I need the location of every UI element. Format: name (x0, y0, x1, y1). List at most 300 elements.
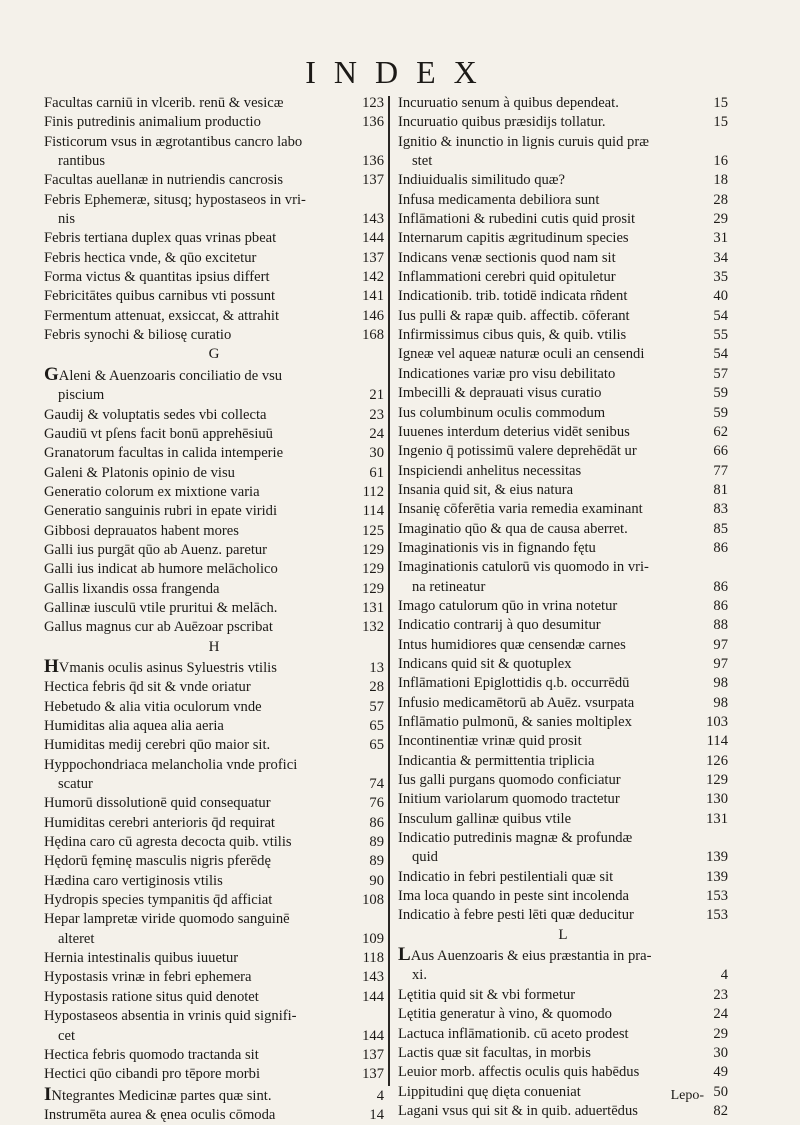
page-number: 86 (369, 814, 384, 831)
page-number: 30 (713, 1044, 728, 1061)
entry-text (398, 345, 707, 364)
page-number: 89 (369, 853, 384, 870)
entry-text (398, 1025, 707, 1044)
section-letter: L (558, 926, 568, 943)
index-entry (44, 464, 384, 483)
entry-text (398, 887, 700, 906)
entry-text (398, 423, 707, 442)
entry-text (398, 326, 707, 345)
entry-text (398, 171, 707, 190)
entry-text (44, 910, 378, 929)
entry-label: Inflāmationi & rubedini cutis quid prosit (398, 211, 636, 228)
index-entry-continuation (44, 210, 384, 229)
entry-text (412, 848, 700, 867)
entry-text (44, 988, 356, 1007)
page-number: 13 (369, 659, 384, 676)
page-number: 30 (369, 445, 384, 462)
page-number: 98 (713, 694, 728, 711)
index-entry (44, 618, 384, 637)
entry-text (44, 287, 356, 306)
index-entry (398, 210, 728, 229)
index-entry (44, 1106, 384, 1125)
index-entry (44, 1007, 384, 1026)
entry-text (44, 794, 363, 813)
initial-capital: I (44, 1084, 52, 1105)
page-number: 85 (713, 520, 728, 537)
entry-label: Lętitia quid sit & vbi formetur (398, 986, 576, 1003)
entry-label: Ius columbinum oculis commodum (398, 404, 606, 421)
page-number: 23 (369, 406, 384, 423)
page-number: 144 (362, 988, 384, 1005)
index-entry (44, 483, 384, 502)
entry-label: Hędorū fęminę masculis nigris pferēdę (44, 853, 271, 870)
entry-label: piscium (58, 387, 105, 404)
index-entry (398, 829, 728, 848)
page-number: 54 (713, 307, 728, 324)
entry-text (58, 152, 356, 171)
entry-text (44, 678, 363, 697)
index-entry (398, 655, 728, 674)
page-number: 55 (713, 327, 728, 344)
entry-label: Imaginationis vis in fignando fętu (398, 539, 596, 556)
page-number: 98 (713, 675, 728, 692)
entry-text (398, 829, 722, 848)
page-number: 40 (713, 288, 728, 305)
entry-text (398, 1044, 707, 1063)
initial-capital: L (398, 945, 411, 966)
entry-label: Febris synochi & biliosę curatio (44, 327, 232, 344)
entry-label: Igneæ vel aqueæ naturæ oculi an censendi (398, 346, 645, 363)
page-number: 31 (713, 230, 728, 247)
entry-text (44, 657, 363, 678)
index-entry (398, 1005, 728, 1024)
page-number: 88 (713, 617, 728, 634)
index-entry (398, 113, 728, 132)
entry-label: xi. (412, 967, 427, 984)
entry-text (398, 655, 707, 674)
index-entry (398, 732, 728, 751)
index-entry (398, 597, 728, 616)
page-number: 141 (362, 288, 384, 305)
page-number: 137 (362, 1066, 384, 1083)
index-entry (44, 133, 384, 152)
entry-text (398, 558, 722, 577)
entry-text (44, 949, 357, 968)
catchword: Lepo- (670, 1088, 704, 1103)
page-number: 86 (713, 597, 728, 614)
page-number: 97 (713, 655, 728, 672)
index-entry (44, 678, 384, 697)
page-number: 139 (706, 849, 728, 866)
entry-label: Imaginatio qūo & qua de causa aberret. (398, 520, 628, 537)
page-number: 108 (362, 892, 384, 909)
page-number: 131 (706, 810, 728, 827)
entry-text (58, 386, 363, 405)
page-number: 57 (713, 365, 728, 382)
entry-label: Inspiciendi anhelitus necessitas (398, 462, 582, 479)
index-entry (398, 423, 728, 442)
page-number: 114 (362, 503, 384, 520)
entry-text (44, 307, 356, 326)
index-entry (44, 1065, 384, 1084)
page-number: 15 (713, 95, 728, 111)
page-number: 103 (706, 714, 728, 730)
index-entry (398, 810, 728, 829)
page-number: 61 (369, 464, 384, 481)
entry-label: scatur (58, 776, 93, 793)
index-entry (398, 268, 728, 287)
page-number: 137 (362, 172, 384, 189)
index-entry (398, 133, 728, 152)
entry-label: Vmanis oculis asinus Syluestris vtilis (58, 659, 277, 676)
index-entry-continuation (44, 930, 384, 949)
page-number: 34 (713, 249, 728, 266)
index-entry (398, 790, 728, 809)
page-number: 81 (713, 481, 728, 498)
entry-text (44, 1046, 356, 1065)
page-number: 16 (713, 153, 728, 170)
index-entry (398, 868, 728, 887)
entry-text (44, 891, 356, 910)
index-entry (398, 481, 728, 500)
entry-label: Incontinentiæ vrinæ quid prosit (398, 733, 582, 750)
entry-label: Forma victus & quantitas ipsius differt (44, 269, 270, 286)
entry-label: Hędina caro cū agresta decocta quib. vtilis (44, 834, 292, 851)
page-number: 97 (713, 636, 728, 653)
entry-label: Aleni & Auenzoaris conciliatio de vsu (58, 367, 283, 384)
index-entry (44, 717, 384, 736)
index-entry (398, 404, 728, 423)
page-number: 143 (362, 969, 384, 986)
page-number: 66 (713, 443, 728, 460)
entry-text (44, 464, 363, 483)
index-entry (398, 384, 728, 403)
index-entry (398, 191, 728, 210)
entry-label: Indicationes variæ pro visu debilitato (398, 365, 616, 382)
index-entry (44, 657, 384, 678)
entry-label: Febris hectica vnde, & qūo excitetur (44, 249, 257, 266)
index-entry (398, 229, 728, 248)
entry-label: quid (412, 849, 438, 866)
entry-label: Lippitudini quę dięta conueniat (398, 1083, 581, 1100)
entry-text (44, 406, 363, 425)
entry-text (44, 326, 356, 345)
index-entry (398, 945, 728, 966)
entry-text (398, 771, 700, 790)
index-entry (44, 1046, 384, 1065)
index-entry (44, 872, 384, 891)
entry-text (44, 171, 356, 190)
index-column-right (398, 94, 728, 1121)
page-number: 153 (706, 888, 728, 905)
entry-label: alteret (58, 930, 95, 947)
page-number: 146 (362, 307, 384, 324)
page-number: 118 (362, 950, 384, 967)
entry-label: Indicantia & permittentia triplicia (398, 752, 595, 769)
entry-label: Instrumēta aurea & ęnea oculis cōmoda (44, 1106, 276, 1123)
entry-text (398, 906, 700, 925)
index-entry (44, 891, 384, 910)
page-number: 83 (713, 501, 728, 518)
index-column-left (44, 94, 384, 1125)
entry-label: Indicatio in febri pestilentiali quæ sit (398, 868, 614, 885)
entry-text (44, 852, 363, 871)
page-number: 21 (369, 387, 384, 404)
entry-text (398, 752, 700, 771)
entry-text (44, 580, 356, 599)
index-entry (44, 425, 384, 444)
index-entry (44, 852, 384, 871)
entry-label: Generatio colorum ex mixtione varia (44, 483, 260, 500)
entry-text (44, 502, 357, 521)
page-number: 23 (713, 986, 728, 1003)
index-entry (44, 268, 384, 287)
entry-label: Incuruatio quibus præsidijs tollatur. (398, 114, 606, 131)
page-number: 137 (362, 249, 384, 266)
entry-label: Lactuca inflāmationib. cū aceto prodest (398, 1025, 629, 1042)
entry-label: Granatorum facultas in calida intemperie (44, 445, 284, 462)
entry-label: stet (412, 153, 433, 170)
index-entry (44, 191, 384, 210)
entry-label: Indicatio contrarij à quo desumitur (398, 617, 601, 634)
page-number: 112 (362, 483, 384, 500)
page-number: 50 (713, 1083, 728, 1100)
index-entry (398, 539, 728, 558)
index-entry (398, 520, 728, 539)
entry-label: Insculum gallinæ quibus vtile (398, 810, 572, 827)
index-entry (44, 794, 384, 813)
entry-text (44, 444, 363, 463)
index-entry (398, 1063, 728, 1082)
entry-label: Facultas auellanæ in nutriendis cancrosis (44, 172, 284, 189)
entry-label: Ntegrantes Medicinæ partes quæ sint. (51, 1087, 272, 1104)
entry-text (44, 814, 363, 833)
entry-label: Hectici qūo cibandi pro tēpore morbi (44, 1066, 260, 1083)
entry-label: Gaudij & voluptatis sedes vbi collecta (44, 406, 267, 423)
index-entry-continuation (44, 386, 384, 405)
entry-text (398, 191, 707, 210)
entry-text (398, 229, 707, 248)
entry-text (398, 133, 722, 152)
entry-label: Febricitātes quibus carnibus vti possunt (44, 288, 276, 305)
entry-text (398, 732, 701, 751)
entry-text (44, 717, 363, 736)
index-entry (398, 1025, 728, 1044)
index-entry (398, 752, 728, 771)
page-number: 143 (362, 211, 384, 228)
entry-text (398, 1102, 707, 1121)
page-number: 59 (713, 385, 728, 402)
page-number: 139 (706, 868, 728, 885)
entry-label: Insania quid sit, & eius natura (398, 481, 574, 498)
index-entry (398, 986, 728, 1005)
entry-label: Ima loca quando in peste sint incolenda (398, 888, 629, 905)
entry-label: Indicatio putredinis magnæ & profundæ (398, 830, 633, 847)
page-number: 130 (706, 791, 728, 808)
entry-text (398, 442, 707, 461)
index-entry (44, 502, 384, 521)
page-number: 28 (713, 191, 728, 208)
page-number: 125 (362, 522, 384, 539)
entry-text (44, 425, 363, 444)
index-entry (398, 94, 728, 113)
index-entry (44, 326, 384, 345)
page-number: 114 (706, 733, 728, 750)
index-entry (44, 522, 384, 541)
page-number: 123 (362, 95, 384, 111)
entry-text (58, 775, 363, 794)
index-entry-continuation (44, 152, 384, 171)
index-entry (398, 674, 728, 693)
entry-label: nis (58, 211, 76, 228)
entry-label: Insanię cōferētia varia remedia examinant (398, 501, 643, 518)
index-entry (44, 968, 384, 987)
entry-text (398, 462, 707, 481)
index-entry (44, 599, 384, 618)
entry-text (398, 365, 707, 384)
page-number: 132 (362, 619, 384, 636)
page-number: 90 (369, 872, 384, 889)
entry-text (44, 736, 363, 755)
entry-label: Lętitia generatur à vino, & quomodo (398, 1006, 612, 1023)
index-entry (44, 541, 384, 560)
page-number: 29 (713, 1025, 728, 1042)
index-entry (44, 698, 384, 717)
entry-text (398, 1083, 707, 1102)
index-entry (44, 560, 384, 579)
page-number: 136 (362, 114, 384, 131)
index-entry (44, 365, 384, 386)
page-title: INDEX (305, 54, 495, 90)
index-entry (398, 287, 728, 306)
index-entry (44, 580, 384, 599)
page-number: 129 (706, 772, 728, 789)
entry-label: Hernia intestinalis quibus iuuetur (44, 950, 239, 967)
entry-label: Hebetudo & alia vitia oculorum vnde (44, 698, 262, 715)
index-entry (398, 171, 728, 190)
initial-capital: H (44, 656, 59, 677)
index-entry (398, 771, 728, 790)
entry-text (44, 618, 356, 637)
page-number: 15 (713, 114, 728, 131)
index-entry (44, 949, 384, 968)
entry-text (398, 500, 707, 519)
entry-label: Imaginationis catulorū vis quomodo in vri- (398, 559, 649, 576)
index-entry (398, 636, 728, 655)
entry-label: Inflāmationi Epiglottidis q.b. occurrēdū (398, 675, 630, 692)
page-number: 4 (720, 967, 728, 984)
entry-label: Hypostasis ratione situs quid denotet (44, 988, 259, 1005)
entry-label: Galeni & Platonis opinio de visu (44, 464, 235, 481)
entry-label: Gallis lixandis ossa frangenda (44, 580, 220, 597)
entry-label: Indicans quid sit & quotuplex (398, 655, 572, 672)
entry-text (398, 713, 700, 732)
index-entry (398, 1102, 728, 1121)
entry-text (44, 968, 356, 987)
entry-text (398, 520, 707, 539)
initial-capital: G (44, 364, 59, 385)
page-number: 18 (713, 172, 728, 189)
entry-text (44, 872, 363, 891)
entry-text (44, 833, 363, 852)
index-entry (44, 171, 384, 190)
entry-label: Indiuidualis similitudo quæ? (398, 172, 566, 189)
index-entry (398, 442, 728, 461)
page-number: 86 (713, 539, 728, 556)
entry-text (44, 113, 356, 132)
entry-text (44, 365, 378, 386)
entry-label: Aus Auenzoaris & eius præstantia in pra- (410, 948, 652, 965)
entry-text (398, 945, 722, 966)
page-number: 62 (713, 423, 728, 440)
page-number: 65 (369, 718, 384, 734)
entry-text (398, 1005, 707, 1024)
entry-text (58, 210, 356, 229)
entry-label: Infirmissimus cibus quis, & quib. vtilis (398, 327, 627, 344)
entry-text (44, 191, 378, 210)
page-number: 131 (362, 599, 384, 616)
index-entry (398, 365, 728, 384)
entry-text (44, 268, 356, 287)
entry-label: Leuior morb. affectis oculis quis habēdus (398, 1064, 640, 1081)
entry-label: Ius galli purgans quomodo conficiatur (398, 772, 621, 789)
entry-label: Initium variolarum quomodo tractetur (398, 791, 620, 808)
page-number: 65 (369, 737, 384, 754)
entry-text (412, 152, 707, 171)
entry-text (44, 133, 378, 152)
entry-text (44, 560, 356, 579)
entry-label: Lagani vsus qui sit & in quib. aduertēdus (398, 1102, 638, 1119)
page-number: 129 (362, 541, 384, 558)
index-entry (398, 249, 728, 268)
index-entry-continuation (398, 578, 728, 597)
entry-label: Fermentum attenuat, exsiccat, & attrahit (44, 307, 280, 324)
entry-text (44, 756, 378, 775)
entry-text (398, 790, 700, 809)
page-number: 168 (362, 327, 384, 344)
entry-text (58, 930, 356, 949)
entry-label: Hectica febris quomodo tractanda sit (44, 1046, 259, 1063)
entry-label: Infusio medicamētorū ab Auēz. vsurpata (398, 694, 635, 711)
entry-text (44, 698, 363, 717)
page-number: 129 (362, 561, 384, 578)
index-entry (398, 307, 728, 326)
entry-label: Fisticorum vsus in ægrotantibus cancro labo (44, 133, 303, 150)
entry-label: Galli ius purgāt qūo ab Auenz. paretur (44, 541, 268, 558)
entry-text (398, 287, 707, 306)
page-number: 49 (713, 1064, 728, 1081)
index-entry (44, 287, 384, 306)
entry-label: Hypostasis vrinæ in febri ephemera (44, 969, 252, 986)
index-entry (398, 326, 728, 345)
page-number: 129 (362, 580, 384, 597)
index-entry-continuation (398, 152, 728, 171)
column-divider (388, 96, 390, 1086)
index-entry (398, 500, 728, 519)
entry-label: Generatio sanguinis rubri in epate viridi (44, 503, 278, 520)
section-letter: G (208, 346, 220, 363)
entry-text (44, 1007, 378, 1026)
entry-label: Facultas carniū in vlcerib. renū & vesicæ (44, 95, 284, 111)
index-entry (44, 249, 384, 268)
index-entry (398, 713, 728, 732)
index-entry-continuation (44, 1027, 384, 1046)
entry-text (44, 1085, 371, 1106)
entry-label: Hædina caro vertiginosis vtilis (44, 872, 223, 889)
entry-text (44, 541, 356, 560)
page-number: 86 (713, 578, 728, 595)
entry-label: Inflāmatio pulmonū, & sanies moltiplex (398, 714, 632, 730)
